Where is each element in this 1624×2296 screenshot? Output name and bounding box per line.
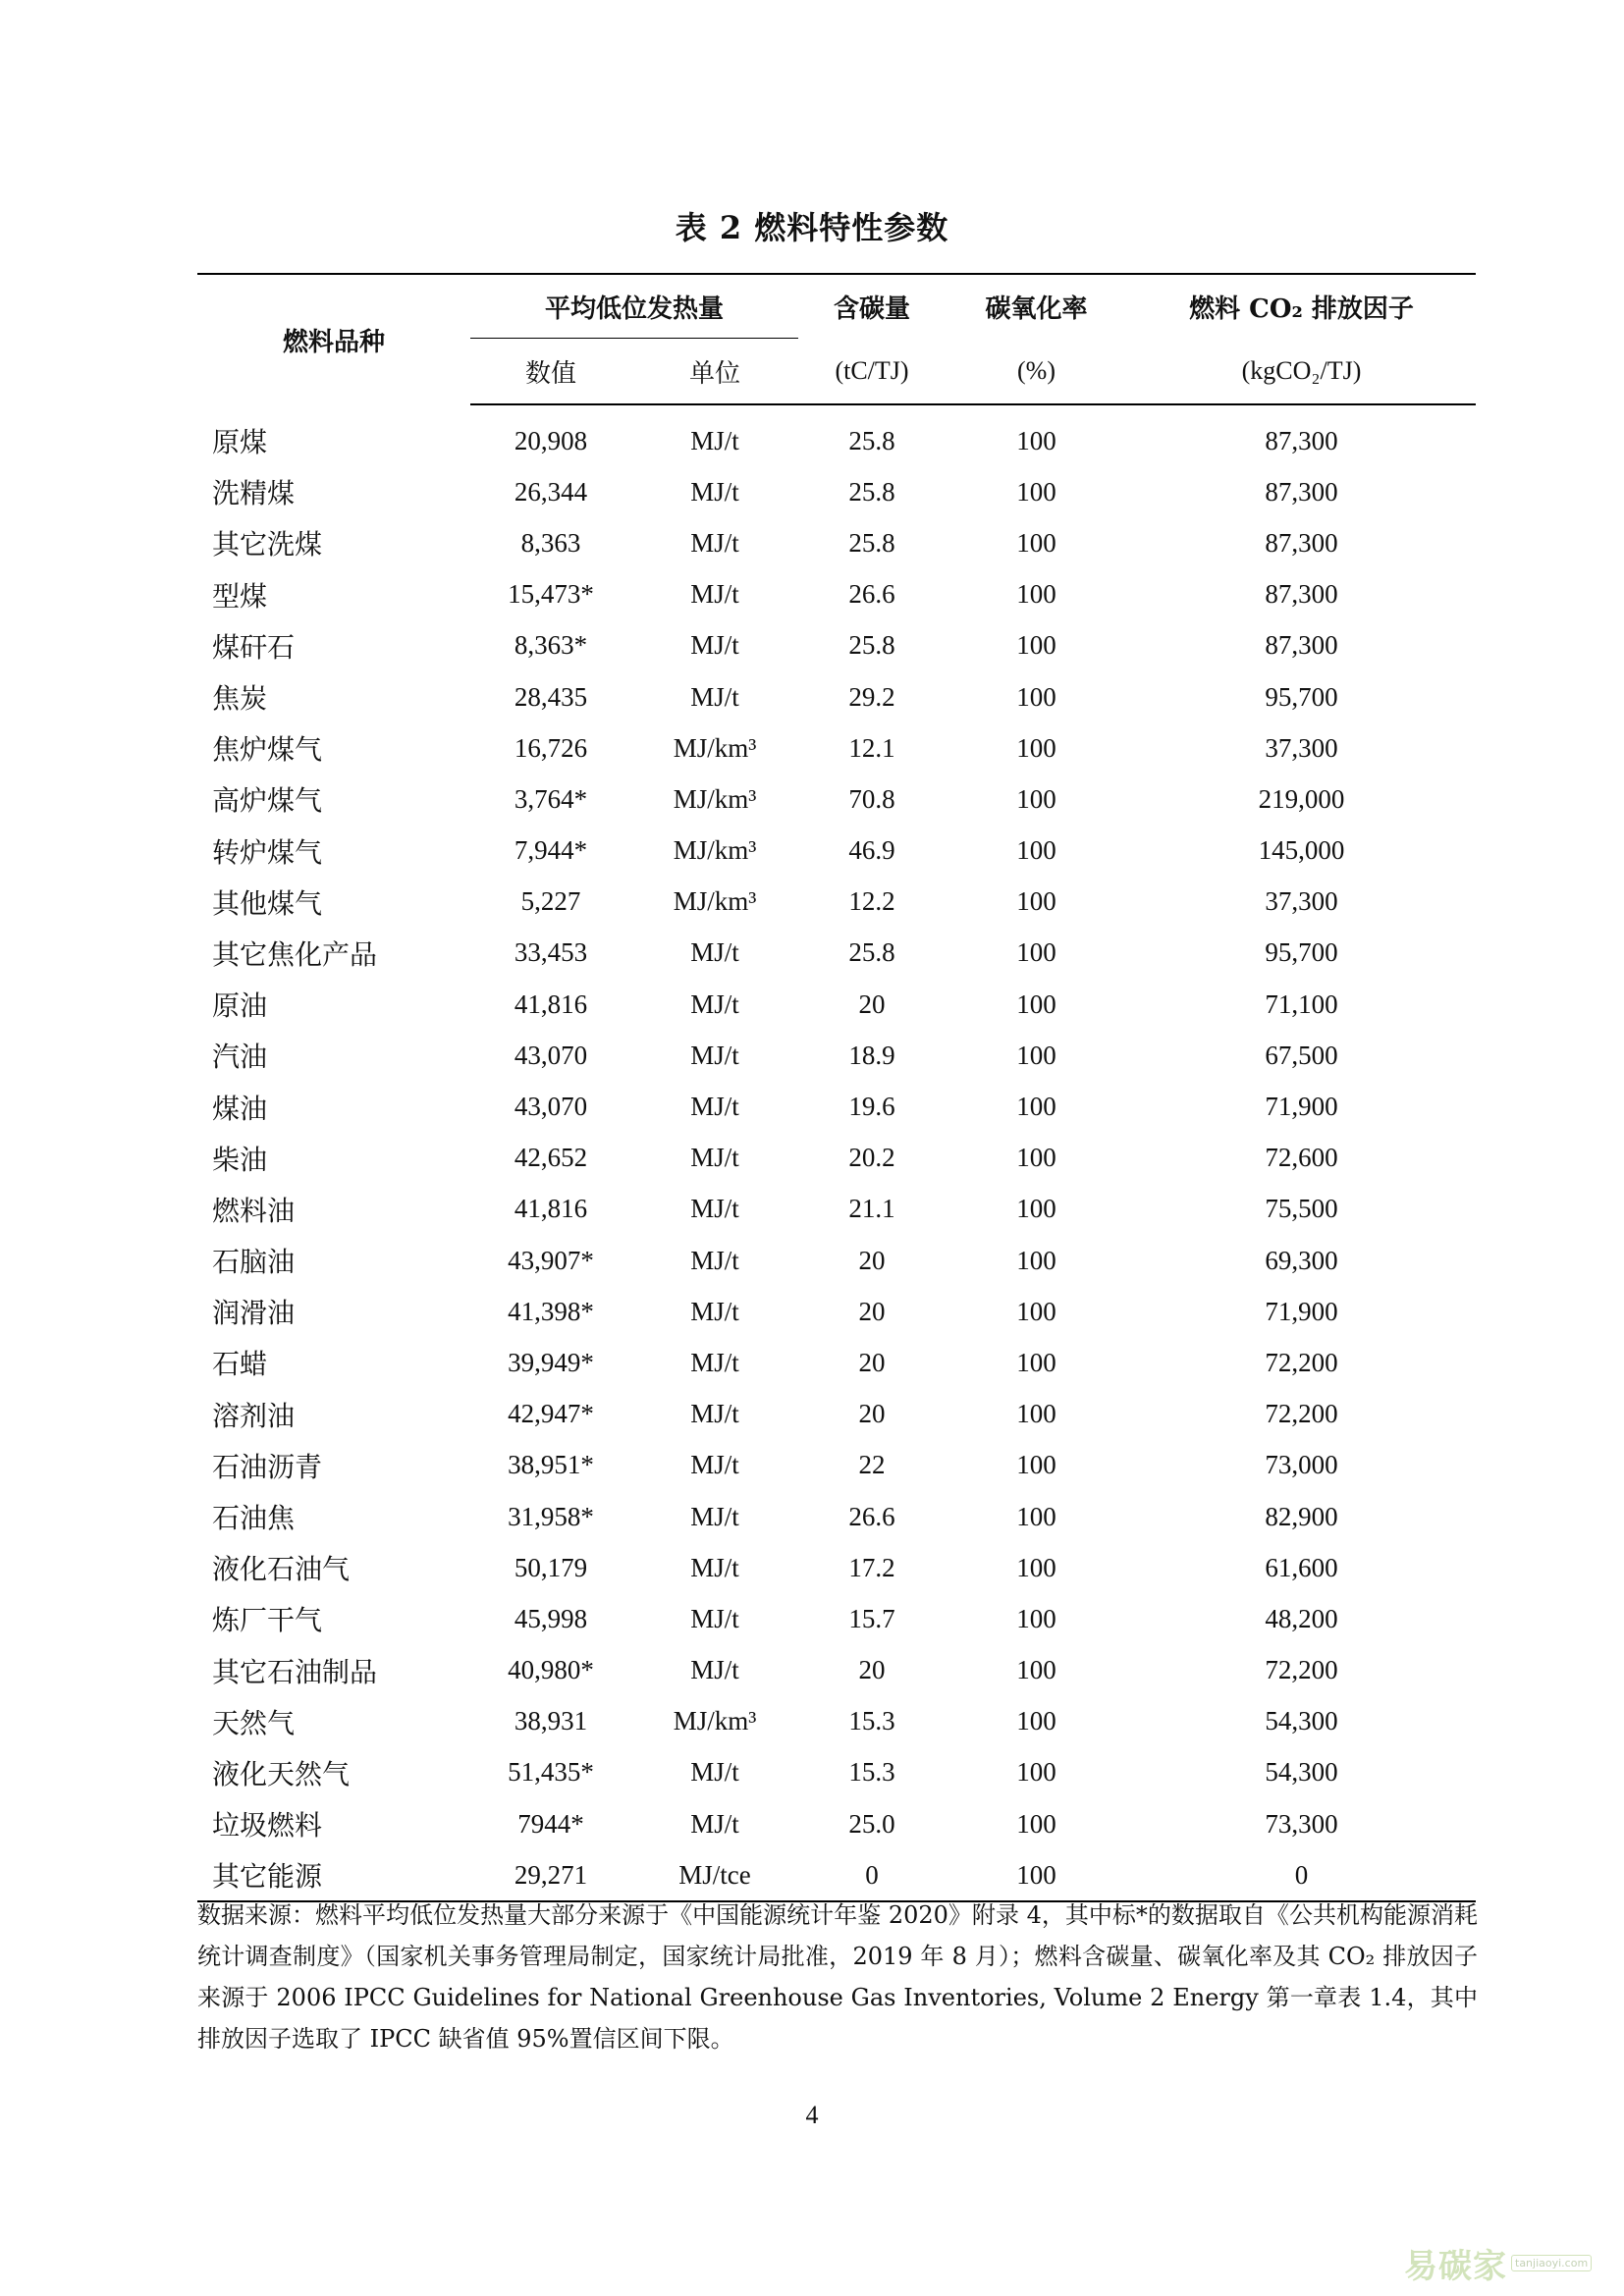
heat-unit-cell: MJ/t <box>690 425 739 455</box>
table-body <box>197 404 1476 1901</box>
heat-unit-cell: MJ/t <box>690 476 739 507</box>
heat-unit-cell: MJ/km³ <box>673 835 757 866</box>
carbon-content-cell: 20 <box>858 988 886 1019</box>
emission-factor-cell: 72,200 <box>1265 1399 1338 1429</box>
heat-unit-cell: MJ/km³ <box>673 1706 757 1736</box>
oxidation-rate-cell: 100 <box>946 1849 1127 1901</box>
header-carbon-content-unit: (tC/TJ) <box>798 339 946 404</box>
heat-unit-cell: MJ/t <box>690 630 739 661</box>
heat-unit-cell: MJ/t <box>690 1399 739 1429</box>
emission-factor-cell: 72,200 <box>1265 1655 1338 1685</box>
carbon-content-cell: 25.8 <box>848 527 895 558</box>
fuel-name-cell: 液化天然气 <box>212 1757 351 1790</box>
heat-unit-cell: MJ/t <box>690 1603 739 1633</box>
heat-value-cell: 29,271 <box>470 1849 631 1901</box>
oxidation-rate-cell: 100 <box>1016 1808 1056 1839</box>
table-row <box>197 1696 1476 1747</box>
fuel-name-cell: 润滑油 <box>212 1297 296 1330</box>
table-row <box>197 517 1476 568</box>
heat-value-cell: 43,070 <box>514 1040 588 1070</box>
fuel-name-cell: 燃料油 <box>212 1194 296 1227</box>
oxidation-rate-cell: 100 <box>1016 1399 1056 1429</box>
carbon-content-cell: 20 <box>858 1347 886 1377</box>
carbon-content-cell: 26.6 <box>848 1501 895 1531</box>
heat-value-cell: 39,949* <box>508 1347 594 1377</box>
table-row <box>197 1798 1476 1849</box>
emission-factor-cell: 75,500 <box>1265 1194 1338 1224</box>
fuel-name-cell: 其它石油制品 <box>212 1655 378 1688</box>
emission-factor-cell: 73,000 <box>1265 1450 1338 1480</box>
oxidation-rate-cell: 100 <box>1016 630 1056 661</box>
heat-unit-cell: MJ/t <box>690 1808 739 1839</box>
heat-unit-cell: MJ/t <box>690 1655 739 1685</box>
carbon-content-cell: 22 <box>858 1450 886 1480</box>
heat-unit-cell: MJ/t <box>690 937 739 968</box>
oxidation-rate-cell: 100 <box>1016 579 1056 610</box>
table-title: 表 2 燃料特性参数 <box>675 209 949 246</box>
oxidation-rate-cell: 100 <box>1016 835 1056 866</box>
heat-value-cell: 41,398* <box>508 1296 594 1326</box>
carbon-content-cell: 46.9 <box>848 835 895 866</box>
table-row <box>197 404 1476 466</box>
table-row <box>197 1491 1476 1542</box>
heat-unit-cell: MJ/km³ <box>673 783 757 814</box>
fuel-name-cell: 焦炉煤气 <box>212 733 323 767</box>
fuel-name-cell: 石蜡 <box>212 1348 268 1381</box>
fuel-name-cell: 石油焦 <box>212 1502 296 1535</box>
emission-factor-cell: 87,300 <box>1265 425 1338 455</box>
table-row <box>197 928 1476 979</box>
carbon-content-cell: 20 <box>858 1296 886 1326</box>
heat-unit-cell: MJ/t <box>690 1194 739 1224</box>
oxidation-rate-cell: 100 <box>1016 527 1056 558</box>
emission-factor-cell: 71,100 <box>1265 988 1338 1019</box>
table-row <box>197 671 1476 722</box>
heat-value-cell: 41,816 <box>514 988 588 1019</box>
heat-value-cell: 26,344 <box>514 476 588 507</box>
heat-unit-cell: MJ/t <box>690 1757 739 1788</box>
table-row <box>197 1440 1476 1491</box>
oxidation-rate-cell: 100 <box>1016 1706 1056 1736</box>
heat-value-cell: 43,070 <box>514 1092 588 1122</box>
emission-factor-cell: 37,300 <box>1265 886 1338 917</box>
oxidation-rate-cell: 100 <box>1016 1655 1056 1685</box>
heat-value-cell: 15,473* <box>508 579 594 610</box>
emission-factor-cell: 54,300 <box>1265 1757 1338 1788</box>
carbon-content-cell: 21.1 <box>848 1194 895 1224</box>
heat-unit-cell: MJ/tce <box>631 1849 798 1901</box>
oxidation-rate-cell: 100 <box>1016 1603 1056 1633</box>
heat-value-cell: 28,435 <box>514 681 588 712</box>
oxidation-rate-cell: 100 <box>1016 1450 1056 1480</box>
table-row <box>197 620 1476 671</box>
heat-unit-cell: MJ/t <box>690 527 739 558</box>
oxidation-rate-cell: 100 <box>1016 1296 1056 1326</box>
table-row <box>197 722 1476 774</box>
data-source-note: 数据来源：燃料平均低位发热量大部分来源于《中国能源统计年鉴 2020》附录 4，其中标*的数据取自《公共机构能源消耗统计调查制度》（国家机关事务管理局制定，国家统计局批准，2019 年 8 月）；燃料含碳量、碳氧化率及其 CO₂ 排放因子来源于 2006 IPCC Guidelines for National Greenhouse Gas Inventories, Volume 2 Energy 第一章表 1.4，其中排放因子选取了 IPCC 缺省值 95%置信区间下限。 <box>197 1901 1478 2053</box>
fuel-name-cell: 天然气 <box>212 1706 296 1739</box>
oxidation-rate-cell: 100 <box>1016 1757 1056 1788</box>
fuel-name-cell: 炼厂干气 <box>212 1604 323 1637</box>
table-row <box>197 569 1476 620</box>
fuel-properties-table <box>197 273 1476 1902</box>
oxidation-rate-cell: 100 <box>1016 937 1056 968</box>
heat-value-cell: 40,980* <box>508 1655 594 1685</box>
fuel-name-cell: 焦炭 <box>212 682 268 716</box>
header-emission-factor: 燃料 CO₂ 排放因子 <box>1127 274 1476 339</box>
emission-factor-cell: 219,000 <box>1258 783 1345 814</box>
table-row <box>197 1133 1476 1184</box>
heat-value-cell: 45,998 <box>514 1603 588 1633</box>
emission-factor-cell: 82,900 <box>1265 1501 1338 1531</box>
table-row <box>197 1030 1476 1081</box>
heat-value-cell: 16,726 <box>514 732 588 763</box>
heat-unit-cell: MJ/km³ <box>673 732 757 763</box>
table-row <box>197 979 1476 1030</box>
carbon-content-cell: 20.2 <box>848 1143 895 1173</box>
fuel-name-cell: 液化石油气 <box>212 1553 351 1586</box>
table-row <box>197 1184 1476 1235</box>
carbon-content-cell: 25.8 <box>848 630 895 661</box>
emission-factor-cell: 87,300 <box>1265 527 1338 558</box>
carbon-content-cell: 29.2 <box>848 681 895 712</box>
header-oxidation-rate: 碳氧化率 <box>946 274 1127 339</box>
table-row <box>197 877 1476 928</box>
heat-value-cell: 51,435* <box>508 1757 594 1788</box>
emission-factor-cell: 95,700 <box>1265 681 1338 712</box>
emission-factor-cell: 87,300 <box>1265 476 1338 507</box>
oxidation-rate-cell: 100 <box>1016 1092 1056 1122</box>
header-heat-value-unit: 单位 <box>631 339 798 404</box>
fuel-name-cell: 溶剂油 <box>212 1399 296 1432</box>
carbon-content-cell: 70.8 <box>848 783 895 814</box>
emission-factor-cell: 54,300 <box>1265 1706 1338 1736</box>
heat-value-cell: 33,453 <box>514 937 588 968</box>
carbon-content-cell: 25.0 <box>848 1808 895 1839</box>
fuel-name-cell: 煤矸石 <box>212 630 296 664</box>
heat-unit-cell: MJ/t <box>690 579 739 610</box>
oxidation-rate-cell: 100 <box>1016 425 1056 455</box>
heat-value-cell: 42,947* <box>508 1399 594 1429</box>
heat-unit-cell: MJ/t <box>690 1501 739 1531</box>
carbon-content-cell: 12.2 <box>848 886 895 917</box>
heat-value-cell: 41,816 <box>514 1194 588 1224</box>
heat-value-cell: 38,951* <box>508 1450 594 1480</box>
oxidation-rate-cell: 100 <box>1016 476 1056 507</box>
fuel-name-cell: 煤油 <box>212 1092 268 1125</box>
carbon-content-cell: 25.8 <box>848 476 895 507</box>
emission-factor-cell: 71,900 <box>1265 1092 1338 1122</box>
oxidation-rate-cell: 100 <box>1016 886 1056 917</box>
emission-factor-cell: 37,300 <box>1265 732 1338 763</box>
fuel-name-cell: 汽油 <box>212 1041 268 1074</box>
heat-value-cell: 38,931 <box>514 1706 588 1736</box>
fuel-name-cell: 型煤 <box>212 579 268 613</box>
carbon-content-cell: 15.7 <box>848 1603 895 1633</box>
watermark-text: 易碳家 <box>1404 2246 1507 2286</box>
carbon-content-cell: 25.8 <box>848 425 895 455</box>
table-row <box>197 1389 1476 1440</box>
carbon-content-cell: 26.6 <box>848 579 895 610</box>
table-row <box>197 1645 1476 1696</box>
watermark-domain: tanjiaoyi.com <box>1511 2255 1592 2271</box>
carbon-content-cell: 15.3 <box>848 1706 895 1736</box>
emission-factor-cell: 0 <box>1127 1849 1476 1901</box>
oxidation-rate-cell: 100 <box>1016 732 1056 763</box>
header-oxidation-rate-unit: (%) <box>946 339 1127 404</box>
fuel-name-cell: 其它洗煤 <box>212 528 323 561</box>
table-row <box>197 1286 1476 1337</box>
heat-unit-cell: MJ/t <box>690 681 739 712</box>
carbon-content-cell: 20 <box>858 1245 886 1275</box>
heat-unit-cell: MJ/t <box>690 1040 739 1070</box>
heat-value-cell: 5,227 <box>520 886 581 917</box>
oxidation-rate-cell: 100 <box>1016 783 1056 814</box>
oxidation-rate-cell: 100 <box>1016 1194 1056 1224</box>
heat-value-cell: 42,652 <box>514 1143 588 1173</box>
carbon-content-cell: 15.3 <box>848 1757 895 1788</box>
fuel-name-cell: 高炉煤气 <box>212 784 323 818</box>
oxidation-rate-cell: 100 <box>1016 1552 1056 1582</box>
fuel-name-cell: 柴油 <box>212 1143 268 1176</box>
heat-unit-cell: MJ/t <box>690 1092 739 1122</box>
emission-factor-cell: 72,600 <box>1265 1143 1338 1173</box>
oxidation-rate-cell: 100 <box>1016 1040 1056 1070</box>
table-row <box>197 1235 1476 1286</box>
carbon-content-cell: 17.2 <box>848 1552 895 1582</box>
header-carbon-content: 含碳量 <box>798 274 946 339</box>
header-heat-value: 平均低位发热量 <box>470 274 798 339</box>
table-row <box>197 1337 1476 1388</box>
table-row <box>197 1593 1476 1644</box>
heat-value-cell: 20,908 <box>514 425 588 455</box>
fuel-name-cell: 原油 <box>212 989 268 1023</box>
oxidation-rate-cell: 100 <box>1016 988 1056 1019</box>
heat-unit-cell: MJ/t <box>690 1347 739 1377</box>
emission-factor-cell: 73,300 <box>1265 1808 1338 1839</box>
emission-factor-cell: 87,300 <box>1265 579 1338 610</box>
heat-value-cell: 43,907* <box>508 1245 594 1275</box>
table-row <box>197 774 1476 825</box>
table-header <box>197 274 1476 404</box>
fuel-name-cell: 石油沥青 <box>212 1450 323 1483</box>
heat-value-cell: 31,958* <box>508 1501 594 1531</box>
heat-unit-cell: MJ/t <box>690 1143 739 1173</box>
heat-unit-cell: MJ/t <box>690 1245 739 1275</box>
heat-value-cell: 3,764* <box>514 783 588 814</box>
emission-factor-cell: 72,200 <box>1265 1347 1338 1377</box>
carbon-content-cell: 20 <box>858 1399 886 1429</box>
heat-unit-cell: MJ/t <box>690 1450 739 1480</box>
carbon-content-cell: 0 <box>798 1849 946 1901</box>
heat-unit-cell: MJ/t <box>690 1296 739 1326</box>
oxidation-rate-cell: 100 <box>1016 1245 1056 1275</box>
fuel-name-cell: 石脑油 <box>212 1246 296 1279</box>
table-row <box>197 826 1476 877</box>
table-row <box>197 1081 1476 1132</box>
emission-factor-cell: 67,500 <box>1265 1040 1338 1070</box>
heat-unit-cell: MJ/t <box>690 988 739 1019</box>
fuel-name-cell: 转炉煤气 <box>212 835 323 869</box>
page-number: 4 <box>805 2101 819 2129</box>
oxidation-rate-cell: 100 <box>1016 1347 1056 1377</box>
carbon-content-cell: 12.1 <box>848 732 895 763</box>
heat-unit-cell: MJ/t <box>690 1552 739 1582</box>
table-row <box>197 1542 1476 1593</box>
heat-value-cell: 50,179 <box>514 1552 588 1582</box>
emission-factor-cell: 95,700 <box>1265 937 1338 968</box>
heat-value-cell: 8,363 <box>520 527 581 558</box>
carbon-content-cell: 18.9 <box>848 1040 895 1070</box>
watermark-logo <box>1404 2238 1610 2287</box>
oxidation-rate-cell: 100 <box>1016 1501 1056 1531</box>
carbon-content-cell: 20 <box>858 1655 886 1685</box>
fuel-name-cell: 其它焦化产品 <box>212 937 378 971</box>
fuel-name-cell: 垃圾燃料 <box>212 1809 323 1842</box>
emission-factor-cell: 87,300 <box>1265 630 1338 661</box>
fuel-name-cell: 其它能源 <box>197 1849 470 1901</box>
header-fuel-type: 燃料品种 <box>197 274 470 404</box>
emission-factor-cell: 48,200 <box>1265 1603 1338 1633</box>
fuel-name-cell: 原煤 <box>212 425 268 458</box>
emission-factor-cell: 61,600 <box>1265 1552 1338 1582</box>
emission-factor-cell: 71,900 <box>1265 1296 1338 1326</box>
heat-value-cell: 7944* <box>517 1808 584 1839</box>
header-heat-value-number: 数值 <box>470 339 631 404</box>
heat-value-cell: 7,944* <box>514 835 588 866</box>
oxidation-rate-cell: 100 <box>1016 681 1056 712</box>
oxidation-rate-cell: 100 <box>1016 1143 1056 1173</box>
carbon-content-cell: 19.6 <box>848 1092 895 1122</box>
carbon-content-cell: 25.8 <box>848 937 895 968</box>
table-row <box>197 1747 1476 1798</box>
emission-factor-cell: 145,000 <box>1258 835 1345 866</box>
fuel-name-cell: 其他煤气 <box>212 886 323 920</box>
emission-factor-cell: 69,300 <box>1265 1245 1338 1275</box>
heat-value-cell: 8,363* <box>514 630 588 661</box>
heat-unit-cell: MJ/km³ <box>673 886 757 917</box>
table-row <box>197 466 1476 517</box>
fuel-name-cell: 洗精煤 <box>212 477 296 510</box>
header-emission-factor-unit: (kgCO₂/TJ) <box>1127 339 1476 404</box>
